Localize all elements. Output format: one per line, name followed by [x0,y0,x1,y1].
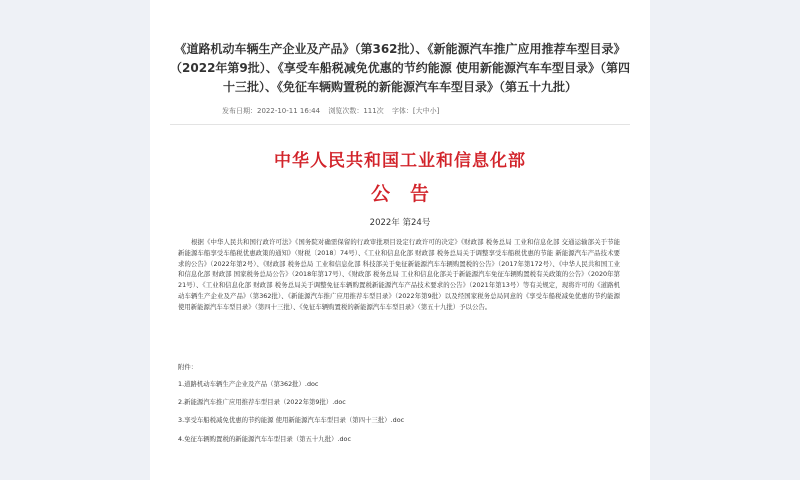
title-line: 《道路机动车辆生产企业及产品》（第362批）、《新能源汽车推广应用推荐车型目录》 [174,42,626,56]
view-count: 浏览次数：111次 [328,107,384,115]
notice-number: 2022年 第24号 [369,218,431,228]
title-line: 十三批）、《免征车辆购置税的新能源汽车车型目录》（第五十九批） [222,80,577,94]
ministry-name: 中华人民共和国工业和信息化部 [274,151,526,171]
font-size-selector[interactable]: 字体：[大中小] [391,107,440,115]
attachment-link-3[interactable]: 3.享受车船税减免优惠的节约能源 使用新能源汽车车型目录（第四十三批）.doc [178,416,405,424]
meta-divider [170,124,630,125]
attachment-link-1[interactable]: 1.道路机动车辆生产企业及产品（第362批）.doc [178,380,319,388]
article-title [150,40,650,97]
article-page [150,0,650,480]
notice-heading: 公告 [370,183,449,205]
attachment-link-2[interactable]: 2.新能源汽车推广应用推荐车型目录（2022年第9批）.doc [178,398,346,406]
title-line: （2022年第9批）、《享受车船税减免优惠的节约能源 使用新能源汽车车型目录》（第四 [170,61,630,75]
notice-body: 根据《中华人民共和国行政许可法》《国务院对确需保留的行政审批项目设定行政许可的决定》《财政部 税务总局 工业和信息化部 交通运输部关于节能 新能源车船享受车船税优惠政策的通知》（财税〔2018〕74号）、《工业和信息化部 财政部 税务总局关于调整享受车船税优惠的节能 新能源汽车产品技术要求的公告》（2022年第2号）、《财政部 税务总局 工业和信息化部 科技部关于免征新能源汽车车辆购置税的公告》（2017年第172号）、《中华人民共和国工业和信息化部 财政部 国家税务总局公告》（2018年第17号）、《财政部 税务总局 工业和信息化部关于新能源汽车免征车辆购置税有关政策的公告》（2020年第21号）、《工业和信息化部 财政部 税务总局关于调整免征车辆购置税新能源汽车产品技术要求的公告》（2021年第13号）等有关规定，现将许可的《道路机动车辆生产企业及产品》（第362批）、《新能源汽车推广应用推荐车型目录》（2022年第9批）以及经国家税务总局同意的《享受车船税减免优惠的节约能源 使用新能源汽车车型目录》（第四十三批）、《免征车辆购置税的新能源汽车车型目录》（第五十九批）予以公告。 [178,238,620,311]
article-meta [222,106,445,116]
attachments-label: 附件： [178,363,198,371]
publish-time: 发布日期：2022-10-11 16:44 [222,107,321,115]
attachment-link-4[interactable]: 4.免征车辆购置税的新能源汽车车型目录（第五十九批）.doc [178,435,351,443]
